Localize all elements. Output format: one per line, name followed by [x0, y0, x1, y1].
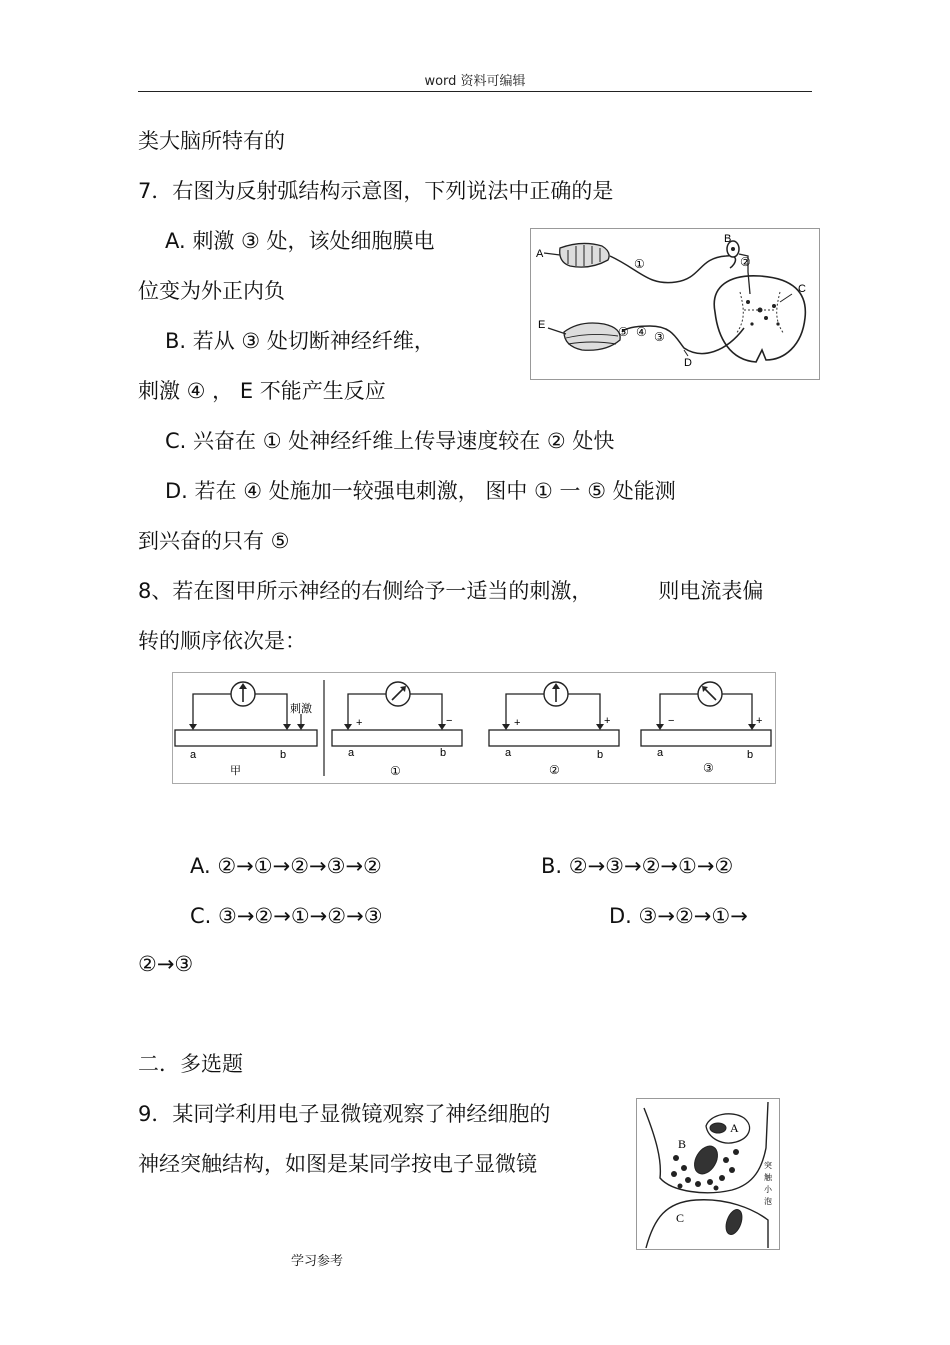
option-7b: B. 若从 ③ 处切断神经纤维， [165, 329, 435, 353]
num-1: ① [634, 257, 645, 271]
receptor-skin [560, 243, 609, 267]
sign-right: − [446, 715, 453, 727]
page-header: word 资料可编辑 [424, 74, 526, 89]
option-7d: D. 若在 ④ 处施加一较强电刺激， 图中 ① 一 ⑤ 处能测 [165, 479, 676, 503]
side-label-4: 泡 [764, 1197, 772, 1206]
text-line: 类大脑所特有的 [138, 129, 285, 153]
page-footer: 学习参考 [291, 1254, 344, 1269]
option-8b: B. ②→③→②→①→② [541, 854, 734, 878]
end-b: b [440, 747, 447, 759]
sign-right: + [604, 715, 611, 727]
question-9-cont: 神经突触结构，如图是某同学按电子显微镜 [138, 1152, 537, 1176]
option-7a: A. 刺激 ③ 处，该处细胞膜电 [165, 229, 435, 253]
end-b: b [747, 749, 754, 761]
electrode-right [438, 724, 446, 730]
label-d: D [684, 357, 692, 369]
electrode-left [189, 724, 197, 730]
label-b: B [678, 1137, 687, 1151]
electrode-left [502, 724, 510, 730]
option-7b-cont: 刺激 ④ ， E 不能产生反应 [138, 379, 386, 403]
end-a: a [505, 747, 512, 759]
electrode-left [344, 724, 352, 730]
electrode-right [283, 724, 291, 730]
electrode-left [656, 724, 664, 730]
question-8 [138, 576, 763, 606]
effector-muscle [564, 323, 620, 350]
sign-right: + [756, 715, 763, 727]
label-a: A [536, 248, 544, 260]
wire-right [568, 694, 600, 728]
sign-left: + [356, 717, 363, 729]
wire-right [255, 694, 287, 728]
ganglion-nucleus [731, 247, 735, 251]
pointer-d [684, 350, 688, 356]
afferent-nerve [610, 256, 736, 283]
option-8d-cont: ②→③ [138, 952, 194, 976]
num-5: ⑤ [618, 325, 629, 339]
pointer-e [548, 328, 566, 334]
label-a: A [730, 1121, 739, 1135]
electrode-right [748, 724, 756, 730]
label-b: B [724, 233, 732, 245]
wire-left [506, 694, 544, 728]
mitochondrion [723, 1207, 745, 1236]
question-7: 7．右图为反射弧结构示意图，下列说法中正确的是 [138, 179, 614, 203]
label-c: C [676, 1211, 685, 1225]
side-label-3: 小 [764, 1185, 772, 1194]
mitochondrion [710, 1123, 726, 1133]
panel-3 [641, 682, 771, 775]
panel-1 [332, 682, 462, 778]
nerve-fiber [175, 730, 317, 746]
question-8-cont: 转的顺序依次是： [138, 629, 306, 653]
postsynaptic-membrane [646, 1200, 768, 1248]
nerve-fiber [489, 730, 619, 746]
option-7d-cont: 到兴奋的只有 ⑤ [138, 529, 290, 553]
panel-label: ① [390, 764, 401, 778]
panel-label: 甲 [230, 764, 241, 777]
mitochondrion [690, 1142, 722, 1178]
panel-label: ③ [703, 761, 714, 775]
section-title: 二．多选题 [138, 1052, 243, 1076]
nerve-fiber [641, 730, 771, 746]
end-a: a [190, 749, 197, 761]
num-3: ③ [654, 330, 665, 344]
end-a: a [657, 747, 664, 759]
header-rule [138, 91, 812, 92]
sign-left: − [668, 715, 675, 727]
reflex-arc-figure [530, 228, 820, 380]
num-2: ② [740, 255, 751, 269]
sign-left: + [514, 717, 521, 729]
label-e: E [538, 319, 546, 331]
pointer-a [544, 253, 560, 255]
end-a: a [348, 747, 355, 759]
question-8-part2: 则电流表偏 [658, 579, 764, 603]
panel-2 [489, 682, 619, 777]
wire-left [660, 694, 698, 728]
galvanometer-figure [172, 672, 776, 784]
wire-left [348, 694, 386, 728]
spinal-cord [714, 276, 805, 362]
question-8-part1: 8、若在图甲所示神经的右侧给予一适当的刺激， [138, 579, 593, 603]
option-8c: C. ③→②→①→②→③ [190, 904, 383, 928]
end-b: b [280, 749, 287, 761]
option-7a-cont: 位变为外正内负 [138, 279, 285, 303]
question-9: 9．某同学利用电子显微镜观察了神经细胞的 [138, 1102, 551, 1126]
electrode-right [596, 724, 604, 730]
synapse-figure [636, 1098, 780, 1250]
wire-right [410, 694, 442, 728]
label-c: C [798, 283, 806, 295]
panel-label: ② [549, 763, 560, 777]
side-label-1: 突 [764, 1161, 772, 1170]
nerve-fiber [332, 730, 462, 746]
figure-frame [173, 673, 776, 784]
wire-left [193, 694, 231, 728]
option-8d: D. ③→②→①→ [609, 904, 748, 928]
stimulus-arrowhead [297, 724, 305, 730]
panel-jia [175, 682, 317, 777]
end-b: b [597, 749, 604, 761]
option-7c: C. 兴奋在 ① 处神经纤维上传导速度较在 ② 处快 [165, 429, 615, 453]
num-4: ④ [636, 325, 647, 339]
stimulus-label: 刺激 [290, 702, 312, 715]
wire-right [722, 694, 752, 728]
side-label-2: 触 [764, 1173, 772, 1182]
option-8a: A. ②→①→②→③→② [190, 854, 382, 878]
